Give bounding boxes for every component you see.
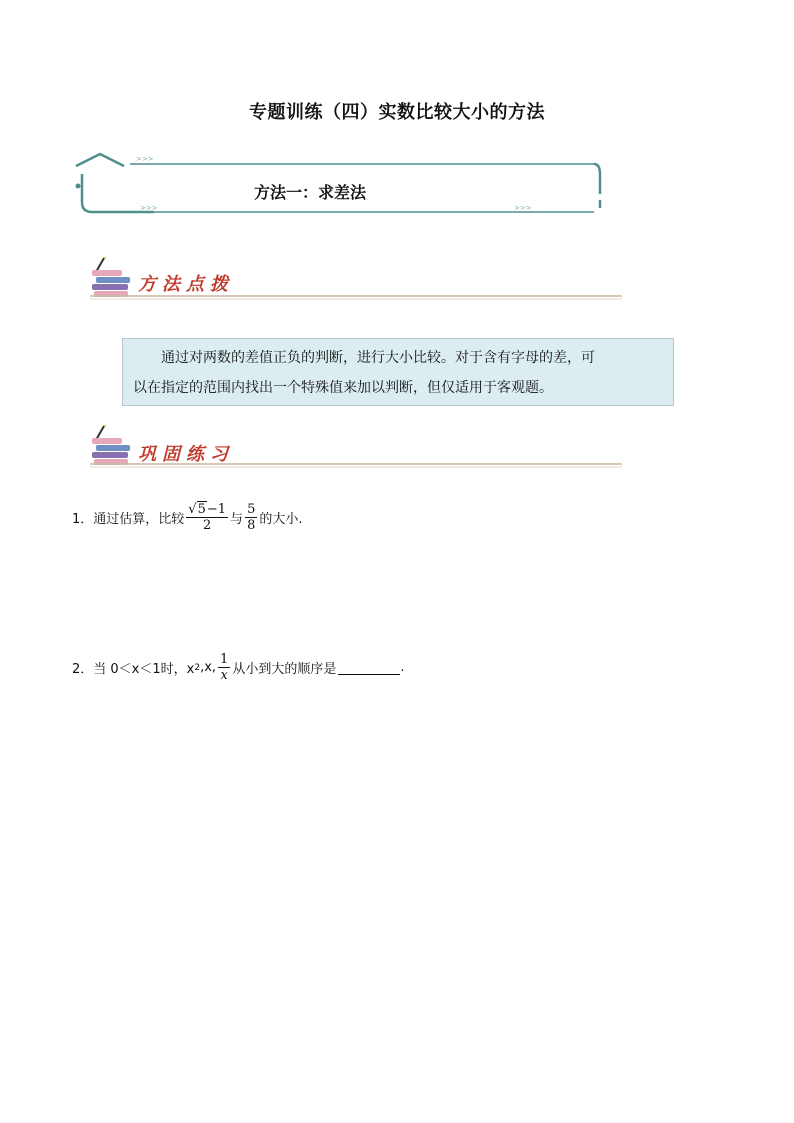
answer-blank[interactable] <box>338 661 400 675</box>
question-text: 的大小. <box>259 512 303 527</box>
question-text: 通过估算，比较 <box>93 512 185 527</box>
tip-line-2: 以在指定的范围内找出一个特殊值来加以判断，但仅适用于客观题。 <box>133 380 553 396</box>
tip-line-1: 通过对两数的差值正负的判断，进行大小比较。对于含有字母的差，可 <box>161 350 595 366</box>
svg-text:>>>: >>> <box>514 204 532 212</box>
question-2 <box>72 652 404 683</box>
exponent: 2 <box>194 662 201 673</box>
section-label-practice: 巩固练习 <box>138 444 234 465</box>
fraction-sqrt5-minus-1-over-2: $\frac{√5-1}{2}$ <box>188 502 227 533</box>
svg-text:>>>: >>> <box>140 204 158 212</box>
question-1 <box>72 502 302 533</box>
tip-box <box>122 338 674 406</box>
question-number: 2． <box>72 662 94 677</box>
section-header-tips <box>90 256 622 304</box>
question-text: 当 0＜x＜1时，x <box>93 662 195 677</box>
question-text: 从小到大的顺序是 <box>232 662 337 677</box>
document-title: 专题训练（四）实数比较大小的方法 <box>249 102 545 123</box>
fraction-1-over-x: $\frac{1}{x}$ <box>220 652 229 683</box>
section-label-tips: 方法点拨 <box>138 274 234 295</box>
question-text: ,x, <box>200 660 217 675</box>
method-title: 方法一：求差法 <box>254 183 367 202</box>
method-banner <box>74 152 602 216</box>
fraction-5-over-8: $\frac{5}{8}$ <box>247 502 256 533</box>
section-header-practice <box>90 424 622 472</box>
question-number: 1． <box>72 512 94 527</box>
question-text: 与 <box>230 512 244 527</box>
question-text: . <box>400 660 405 675</box>
svg-text:>>>: >>> <box>136 155 154 163</box>
